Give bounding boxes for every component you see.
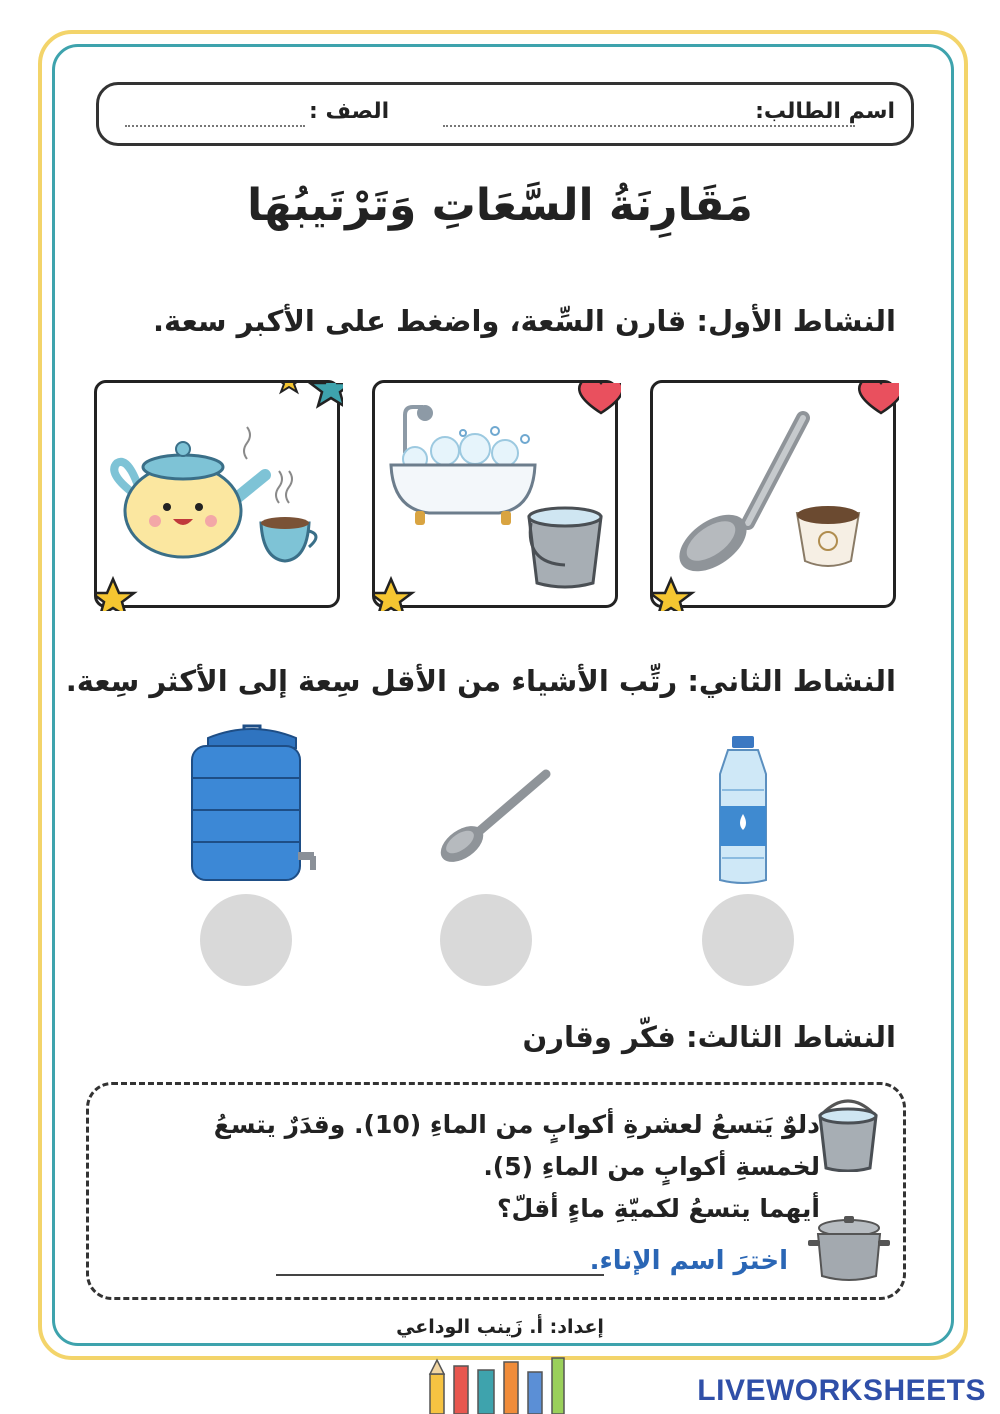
student-name-field[interactable]	[443, 125, 855, 127]
class-field[interactable]	[125, 125, 305, 127]
heart-icon	[579, 383, 621, 413]
bathtub-icon	[391, 405, 535, 525]
coffee-cup-icon	[797, 506, 859, 566]
activity3-heading: النشاط الثالث: فكّر وقارن	[522, 1020, 896, 1054]
order-drop-circle-3[interactable]	[200, 894, 292, 986]
activity2-instruction: رتِّب الأشياء من الأقل سِعة إلى الأكثر سِعة.	[65, 664, 678, 698]
bathtub-bucket-illustration	[375, 383, 621, 611]
liveworksheets-logo: LIVEWORKSHEETS	[697, 1374, 986, 1407]
water-bottle-icon[interactable]	[710, 734, 776, 886]
teacup-icon	[244, 427, 316, 561]
heart-icon	[859, 383, 899, 413]
star-icon	[653, 579, 692, 611]
question-text: أيهما يتسعُ لكميّةِ ماءٍ أقلّ؟	[497, 1194, 820, 1223]
order-drop-circle-2[interactable]	[440, 894, 532, 986]
spoon-icon	[669, 418, 803, 583]
teapot-teacup-illustration	[97, 383, 343, 611]
question-line2: لخمسةِ أكوابٍ من الماءِ (5).	[483, 1152, 820, 1181]
page-title: مَقَارِنَةُ السَّعَاتِ وَتَرْتَيبُهَا	[247, 180, 753, 231]
water-tank-icon[interactable]	[186, 724, 322, 886]
order-drop-circle-1[interactable]	[702, 894, 794, 986]
star-icon	[97, 579, 134, 611]
activity2-label: النشاط الثاني:	[687, 664, 896, 698]
activity1-heading	[153, 304, 896, 338]
question-line1: دلوٌ يَتسعُ لعشرةِ أكوابٍ من الماءِ (10). وقدَرٌ يتسعُ	[213, 1110, 820, 1139]
activity1-label: النشاط الأول:	[696, 304, 896, 338]
answer-input-line[interactable]	[276, 1274, 604, 1276]
star-icon	[277, 383, 301, 392]
star-icon	[375, 579, 412, 611]
spoon-icon[interactable]	[436, 766, 556, 866]
card-spoon-coffee-cup[interactable]	[650, 380, 896, 608]
card-teapot-teacup[interactable]	[94, 380, 340, 608]
choose-container-prompt: اخترَ اسم الإناء.	[589, 1246, 788, 1276]
activity2-heading	[66, 664, 896, 698]
class-label: الصف :	[309, 99, 390, 124]
author-credit: إعداد: أ. زَينب الوداعي	[396, 1316, 604, 1338]
spoon-coffee-cup-illustration	[653, 383, 899, 611]
cooking-pot-icon	[808, 1214, 890, 1284]
bucket-icon	[529, 508, 601, 587]
teapot-icon	[114, 442, 265, 557]
star-icon	[310, 383, 343, 406]
activity1-instruction: قارن السِّعة، واضغط على الأكبر سعة.	[152, 304, 687, 338]
student-info-bar	[96, 82, 914, 146]
bucket-icon	[814, 1094, 882, 1172]
student-name-label: اسم الطالب:	[755, 99, 895, 124]
stationery-icon	[424, 1352, 576, 1414]
card-bathtub-bucket[interactable]	[372, 380, 618, 608]
